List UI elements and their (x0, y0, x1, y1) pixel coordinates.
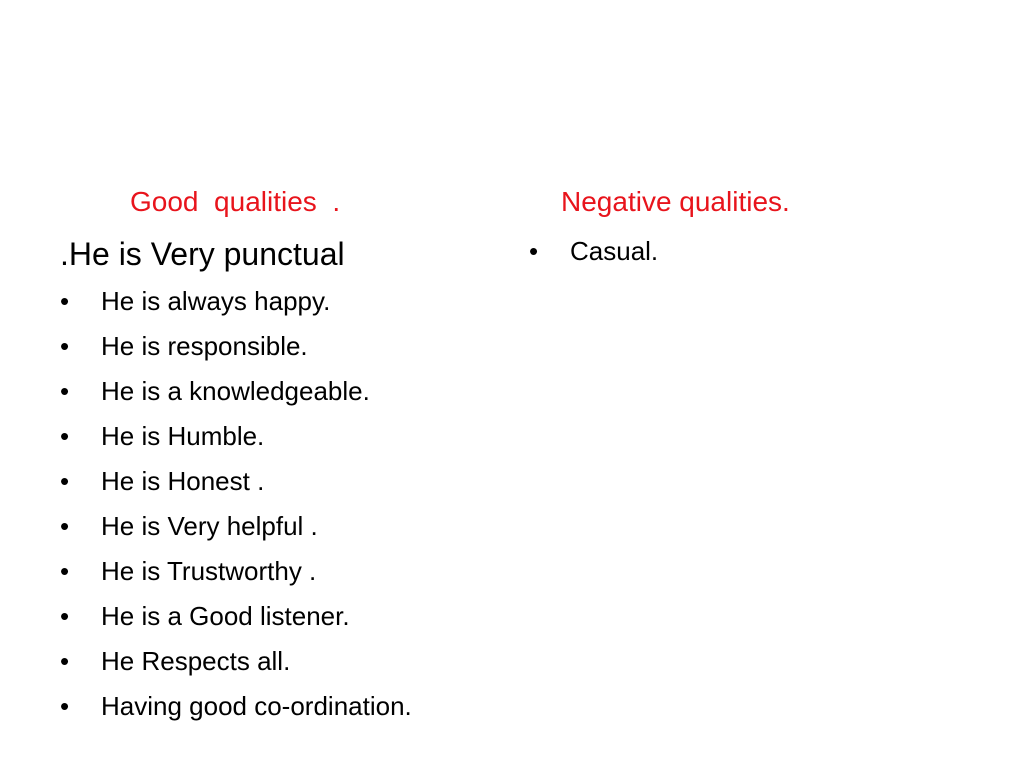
list-item-text: He Respects all. (101, 646, 291, 676)
list-item-text: He is Humble. (101, 421, 265, 451)
bullet-icon: • (60, 691, 70, 721)
list-item-text: He is a knowledgeable. (101, 376, 370, 406)
good-qualities-heading: Good qualities . (130, 186, 341, 217)
bullet-icon: • (60, 556, 70, 586)
bullet-icon: • (529, 236, 539, 266)
bullet-icon: • (60, 466, 70, 496)
bullet-icon: • (60, 331, 70, 361)
bullet-icon: • (60, 601, 70, 631)
bullet-icon: • (60, 376, 70, 406)
list-item-text: He is responsible. (101, 331, 308, 361)
list-item-text: Casual. (570, 236, 659, 266)
good-qualities-first-line: .He is Very punctual (60, 236, 345, 272)
negative-qualities-heading: Negative qualities. (561, 186, 790, 217)
list-item-text: He is Honest . (101, 466, 265, 496)
list-item-text: He is a Good listener. (101, 601, 350, 631)
list-item-text: Having good co-ordination. (101, 691, 412, 721)
bullet-icon: • (60, 646, 70, 676)
bullet-icon: • (60, 511, 70, 541)
list-item-text: He is always happy. (101, 286, 331, 316)
bullet-icon: • (60, 421, 70, 451)
list-item-text: He is Trustworthy . (101, 556, 317, 586)
list-item-text: He is Very helpful . (101, 511, 318, 541)
bullet-icon: • (60, 286, 70, 316)
